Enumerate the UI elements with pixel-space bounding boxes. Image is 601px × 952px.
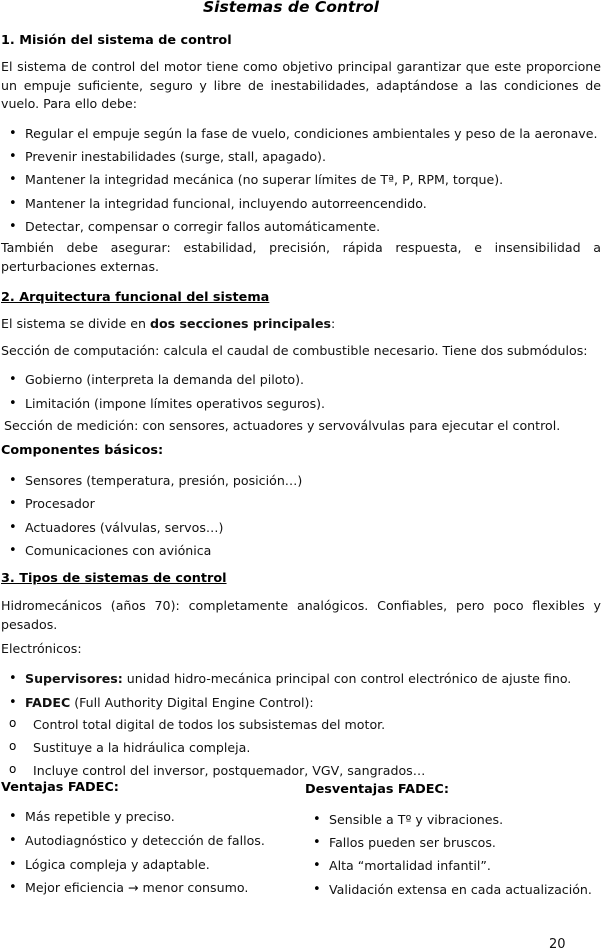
list-item: o Sustituye a la hidráulica compleja. (1, 736, 425, 759)
fadec-desc: (Full Authority Digital Engine Control): (70, 695, 314, 710)
hidromecanicos-text: Hidromecánicos (años 70): completamente analógicos. Confiables, pero poco flexibles y pesados. (1, 598, 601, 632)
computacion-text: Sección de computación: calcula el caudal de combustible necesario. Tiene dos submódulos: (1, 343, 588, 358)
list-item: • Prevenir inestabilidades (surge, stall, apagado). (1, 145, 598, 168)
list-item: • Mantener la integridad funcional, incluyendo autorreencendido. (1, 192, 598, 215)
list-item: • Procesador (1, 492, 302, 515)
section-2-divide-text (1, 316, 335, 331)
supervisores-desc: unidad hidro-mecánica principal con control electrónico de ajuste fino. (122, 671, 572, 686)
list-item: • Autodiagnóstico y detección de fallos. (1, 829, 265, 853)
list-item-fadec (1, 691, 571, 715)
list-item: • Validación extensa en cada actualización. (305, 878, 592, 901)
list-item-supervisores (1, 667, 571, 691)
section-1-closing: También debe asegurar: estabilidad, precisión, rápida respuesta, e insensibilidad a perturbaciones externas. (1, 240, 601, 274)
computacion-submodules-list (1, 368, 325, 415)
fadec-term: FADEC (25, 695, 71, 710)
ventajas-heading: Ventajas FADEC: (1, 780, 119, 795)
list-item: • Más repetible y preciso. (1, 805, 265, 829)
list-item: • Lógica compleja y adaptable. (1, 853, 265, 877)
list-item: • Limitación (impone límites operativos seguros). (1, 392, 325, 416)
page-number: 20 (549, 937, 566, 952)
section-1-heading: 1. Misión del sistema de control (1, 33, 232, 48)
section-1-intro: El sistema de control del motor tiene como objetivo principal garantizar que este proporcione un empuje suficiente, seguro y libre de inestabilidades, adaptándose a las condiciones de vuelo. Para ello debe: (1, 59, 601, 111)
divide-text-bold: dos secciones principales (150, 316, 332, 331)
electronicos-list (1, 667, 571, 715)
list-item: • Sensible a Tº y vibraciones. (305, 808, 592, 831)
fadec-sublist (1, 713, 425, 782)
list-item: • Mantener la integridad mecánica (no superar límites de Tª, P, RPM, torque). (1, 168, 598, 191)
desventajas-heading: Desventajas FADEC: (305, 782, 449, 797)
section-2-heading: 2. Arquitectura funcional del sistema (1, 290, 270, 305)
list-item: • Alta “mortalidad infantil”. (305, 854, 592, 877)
list-item: • Fallos pueden ser bruscos. (305, 831, 592, 854)
page-title: Sistemas de Control (203, 0, 379, 16)
list-item: • Gobierno (interpreta la demanda del piloto). (1, 368, 325, 392)
list-item: • Comunicaciones con aviónica (1, 539, 302, 562)
list-item: • Actuadores (válvulas, servos…) (1, 516, 302, 539)
list-item: o Incluye control del inversor, postquemador, VGV, sangrados… (1, 759, 425, 782)
list-item: • Regular el empuje según la fase de vuelo, condiciones ambientales y peso de la aeronave. (1, 122, 598, 145)
electronicos-label: Electrónicos: (1, 641, 82, 656)
divide-text-pre: El sistema se divide en (1, 316, 150, 331)
ventajas-list (1, 805, 265, 900)
list-item: • Mejor eficiencia → menor consumo. (1, 876, 265, 900)
list-item: • Sensores (temperatura, presión, posición…) (1, 469, 302, 492)
componentes-list (1, 469, 302, 562)
section-3-heading: 3. Tipos de sistemas de control (1, 571, 227, 586)
supervisores-term: Supervisores: (25, 671, 123, 686)
list-item: o Control total digital de todos los subsistemas del motor. (1, 713, 425, 736)
list-item: • Detectar, compensar o corregir fallos automáticamente. (1, 215, 598, 238)
divide-text-post: : (331, 316, 336, 331)
section-1-bullet-list (1, 122, 598, 238)
medicion-text: Sección de medición: con sensores, actuadores y servoválvulas para ejecutar el control. (4, 418, 561, 433)
desventajas-list (305, 808, 592, 901)
componentes-heading: Componentes básicos: (1, 443, 164, 458)
